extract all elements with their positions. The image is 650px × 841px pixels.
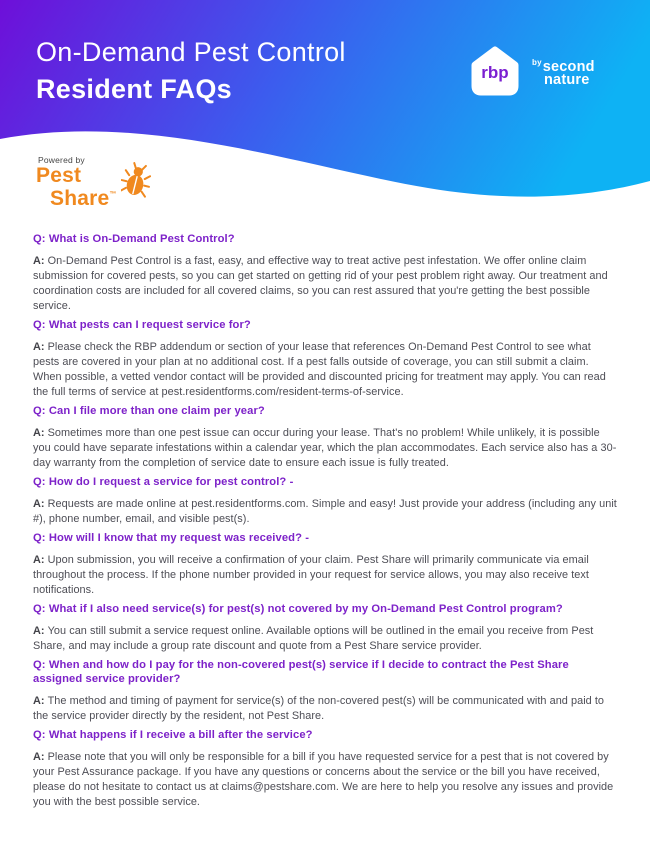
answer-text: You can still submit a service request online. Available options will be outlined in the email you receive from Pest Share, and may include a group rate discount and quote from a Pest Share service provider. — [33, 625, 594, 652]
faq-question: Q: What if I also need service(s) for pest(s) not covered by my On-Demand Pest Control program? — [33, 603, 563, 615]
faq-answer — [33, 340, 618, 400]
page-title — [36, 36, 346, 105]
second-nature-line2: nature — [544, 71, 590, 88]
answer-prefix: A: — [33, 695, 45, 707]
answer-text: On-Demand Pest Control is a fast, easy, and effective way to treat active pest infestation. We offer online claim submission for covered pests, so you can get started on getting rid of your pest problem right away. Our treatment and coordination costs are included for all covered claims, so you can rest assured that you're getting the best possible service. — [33, 255, 608, 312]
powered-by-label: Powered by — [38, 155, 85, 165]
faq-answer — [33, 624, 618, 654]
pest-share-word-pest: Pest — [36, 164, 82, 187]
faq-answer — [33, 254, 618, 314]
rbp-second-nature-logo — [466, 42, 595, 100]
faq-answer — [33, 750, 618, 810]
faq-question: Q: How will I know that my request was received? - — [33, 532, 310, 544]
answer-text: Please check the RBP addendum or section of your lease that references On-Demand Pest Control to see what pests are covered in your plan at no additional cost. If a pest falls outside of coverage, you can still submit a claim. When possible, a vetted vendor contact will be provided and discounted pricing for treatment may apply. You can read the full terms of service at pest.residentforms.com/resident-terms-of-service. — [33, 341, 606, 398]
faq-answer — [33, 553, 618, 598]
answer-prefix: A: — [33, 341, 45, 353]
trademark-symbol: ™ — [109, 191, 117, 198]
faq-question: Q: When and how do I pay for the non-covered pest(s) service if I decide to contract the Pest Share assigned service provider? — [33, 659, 569, 685]
answer-prefix: A: — [33, 751, 45, 763]
faq-section — [33, 602, 618, 654]
faq-question: Q: Can I file more than one claim per year? — [33, 405, 265, 417]
answer-text: Please note that you will only be responsible for a bill if you have requested service for a pest that is not covered by your Pest Assurance package. If you have any questions or concerns about the service or the bill you have received, please do not hesitate to contact us at claims@pestshare.com. We are here to help you resolve any issues and provide you with the best possible service. — [33, 751, 614, 808]
answer-prefix: A: — [33, 625, 45, 637]
faq-section — [33, 232, 618, 314]
faq-section — [33, 404, 618, 471]
faq-section — [33, 531, 618, 598]
rbp-logo-text: rbp — [481, 63, 509, 82]
page-title-line2: Resident FAQs — [36, 74, 232, 104]
answer-text: Sometimes more than one pest issue can occur during your lease. That's no problem! While unlikely, it is possible you could have separate infestations within a calendar year, which the plan accommodates. Each service also has a 30-day warranty from the completion of service date to ensure each issue is fully treated. — [33, 427, 617, 469]
faq-section — [33, 658, 618, 724]
faq-answer — [33, 497, 618, 527]
faq-question: Q: What pests can I request service for? — [33, 319, 251, 331]
faq-content — [0, 232, 650, 810]
second-nature-line1: second — [542, 58, 595, 75]
by-label: by — [532, 57, 542, 67]
faq-question: Q: How do I request a service for pest control? - — [33, 476, 294, 488]
answer-text: The method and timing of payment for service(s) of the non-covered pest(s) will be communicated with and paid to the service provider directly by the resident, not Pest Share. — [33, 695, 605, 722]
rbp-house-icon — [466, 42, 524, 100]
answer-prefix: A: — [33, 255, 45, 267]
faq-question: Q: What is On-Demand Pest Control? — [33, 233, 235, 245]
faq-answer — [33, 426, 618, 471]
pest-share-word-share: Share™ — [50, 187, 117, 210]
second-nature-wordmark — [532, 56, 595, 87]
faq-section — [33, 318, 618, 400]
pest-share-logo — [36, 155, 156, 208]
header-banner — [0, 0, 650, 216]
page-title-line1: On-Demand Pest Control — [36, 37, 346, 67]
faq-question: Q: What happens if I receive a bill after the service? — [33, 729, 313, 741]
answer-prefix: A: — [33, 498, 45, 510]
answer-text: Upon submission, you will receive a confirmation of your claim. Pest Share will primarily communicate via email throughout the process. If the phone number provided in your request for service allows, you may also receive text notifications. — [33, 554, 589, 596]
bug-icon — [121, 162, 151, 200]
faq-section — [33, 728, 618, 810]
answer-prefix: A: — [33, 427, 45, 439]
faq-answer — [33, 694, 618, 724]
answer-prefix: A: — [33, 554, 45, 566]
answer-text: Requests are made online at pest.residentforms.com. Simple and easy! Just provide your address (including any unit #), phone number, email, and visible pest(s). — [33, 498, 617, 525]
faq-section — [33, 475, 618, 527]
